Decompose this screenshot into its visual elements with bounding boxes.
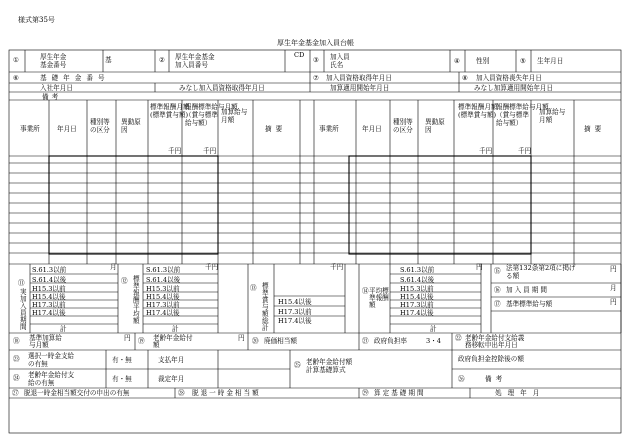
col-office: 事業所 xyxy=(20,125,40,133)
period-total: 計 xyxy=(430,325,437,333)
section-number-15: ⑮ xyxy=(494,267,501,275)
col-change-reason: 異動原因 xyxy=(121,118,141,134)
period-item: S.61.4以後 xyxy=(32,276,67,284)
col-change-reason: 異動原因 xyxy=(425,118,445,134)
label-withdrawal-request: 脱退一時金相当額交付の申出の有無 xyxy=(24,389,130,397)
label-remarks: 備考 xyxy=(42,93,62,101)
label-join-date: 入社年月日 xyxy=(40,84,73,92)
period-item: S.61.3以前 xyxy=(32,266,67,274)
unit-thousand-yen: 千円 xyxy=(518,147,532,155)
label-qualification-date: 加入員資格取得年月日 xyxy=(326,74,392,82)
section-number-13: ⑬ xyxy=(250,284,257,292)
unit-thousand-yen: 千円 xyxy=(479,147,493,155)
value-burden-rate: 3・4 xyxy=(426,337,441,345)
option-yes-no[interactable]: 有・無 xyxy=(112,375,132,383)
field-number-24: ㉔ xyxy=(13,374,20,382)
label-pension-payment: 老齢年金給付支給の有無 xyxy=(28,371,75,387)
period-item: H17.4以後 xyxy=(32,309,66,317)
unit-month: 月 xyxy=(610,284,617,292)
field-number-27: ㉗ xyxy=(12,389,19,397)
field-number-4: ④ xyxy=(454,57,460,65)
col-office: 事業所 xyxy=(319,125,339,133)
period-item: H15.4以後 xyxy=(32,293,66,301)
period-total: 計 xyxy=(60,325,67,333)
col-date: 年月日 xyxy=(362,125,382,133)
col-summary: 摘要 xyxy=(265,125,287,133)
period-item: H17.3以前 xyxy=(400,301,434,309)
label-lump-sum-choice: 選択一時金支給の有無 xyxy=(28,352,75,368)
unit-yen: 円 xyxy=(124,334,131,342)
label-member-period: 加入員期間 xyxy=(506,286,549,294)
form-title: 厚生年金基金加入員台帳 xyxy=(277,39,354,47)
field-number-21: ㉑ xyxy=(362,337,369,345)
field-number-19: ⑲ xyxy=(138,337,145,345)
label-base-standard-salary: 基準標準給与額 xyxy=(506,300,553,308)
field-number-23: ㉓ xyxy=(13,355,20,363)
field-number-22: ㉒ xyxy=(455,334,462,342)
field-number-8: ⑧ xyxy=(462,74,468,82)
field-number-29: ㉙ xyxy=(362,389,369,397)
label-member-name: 加入員 氏名 xyxy=(330,53,350,69)
label-base-additional-salary: 基準加算給与月額 xyxy=(29,334,62,349)
col-standard-monthly: 標準報酬月額 (標準賞与額) xyxy=(458,103,498,119)
unit-thousand-yen: 千円 xyxy=(168,147,182,155)
period-item: H15.4以後 xyxy=(146,293,180,301)
label-basic-pension-number: 基礎年金番号 xyxy=(40,74,110,82)
label-calculation-formula: 老齢年金給付額 計算基礎算式 xyxy=(306,358,353,374)
period-item: H17.4以後 xyxy=(146,309,180,317)
field-number-1: ① xyxy=(13,56,19,64)
field-number-18: ⑱ xyxy=(13,337,20,345)
col-base-monthly: 報酬標準給与月額 （賞与標準 給与額） xyxy=(496,103,549,127)
field-number-3: ③ xyxy=(313,56,319,64)
label-calculation-period: 算定基礎期間 xyxy=(374,389,426,397)
label-transfer-request-date: 老齢年金給付支給義務移転申出年月日 xyxy=(465,334,525,349)
section-number-14: ⑭ xyxy=(362,287,369,295)
label-decision-month: 裁定年月 xyxy=(158,375,185,383)
label-payment-month: 支払年月 xyxy=(158,356,185,364)
section-number-12: ⑫ xyxy=(121,277,128,285)
period-item: S.61.3以前 xyxy=(146,266,181,274)
col-date: 年月日 xyxy=(57,125,77,133)
period-item: H15.4以後 xyxy=(400,293,434,301)
label-fund-prefix: 基 xyxy=(105,56,112,64)
option-yes-no[interactable]: 有・無 xyxy=(112,356,132,364)
col-summary: 摘要 xyxy=(584,125,606,133)
label-deemed-addition-start: みなし加算適用開始年月日 xyxy=(474,84,554,92)
label-fund-number: 厚生年金 基金番号 xyxy=(40,53,67,69)
col-base-monthly: 報酬標準給与月額 （賞与標準 給与額） xyxy=(185,103,238,127)
col-add-monthly: 加算給与 月額 xyxy=(221,108,248,124)
label-government-burden-rate: 政府負担率 xyxy=(374,337,407,345)
period-item: H17.3以前 xyxy=(146,301,180,309)
period-item: H15.3以前 xyxy=(400,285,434,293)
unit-yen: 円 xyxy=(610,298,617,306)
section-number-11: ⑪ xyxy=(18,279,25,287)
period-item: H17.3以前 xyxy=(32,301,66,309)
unit-thousand-yen: 千円 xyxy=(203,147,217,155)
label-old-age-pension: 老齢年金給付額 xyxy=(153,334,193,349)
field-number-20: ⑳ xyxy=(252,337,259,345)
label-deemed-qualification-date: みなし加入員資格取得年月日 xyxy=(179,84,265,92)
label-addition-start-date: 加算適用開始年月日 xyxy=(330,84,390,92)
section-number-17: ⑰ xyxy=(494,300,501,308)
label-cd: CD xyxy=(294,51,305,59)
col-type: 種別等の区分 xyxy=(393,118,413,134)
label-member-number: 厚生年金基金 加入員番号 xyxy=(175,53,215,69)
label-standard-average: 標準報酬平均額 xyxy=(133,275,140,325)
label-processing-month: 処理年月 xyxy=(495,389,546,397)
unit-month: 月 xyxy=(110,263,117,271)
field-number-5: ⑤ xyxy=(520,57,526,65)
label-article-132: 法第132条第2項に掲げる額 xyxy=(506,264,576,280)
label-birthdate: 生年月日 xyxy=(537,57,564,65)
field-number-28: ㉘ xyxy=(178,389,185,397)
label-bonus-total: 標準賞与額総計 xyxy=(262,282,269,332)
form-id: 様式第35号 xyxy=(18,16,55,24)
period-item: H15.3以前 xyxy=(32,285,66,293)
unit-yen: 円 xyxy=(610,265,617,273)
label-after-deduction: 政府負担金控除後の額 xyxy=(458,355,524,363)
col-type: 種別等の区分 xyxy=(90,118,110,134)
period-item: H17.3以前 xyxy=(278,308,312,316)
field-number-2: ② xyxy=(159,56,165,64)
period-item: H17.4以後 xyxy=(400,309,434,317)
label-equivalent-amount: 廃価相当額 xyxy=(264,337,297,345)
unit-thousand-yen: 千円 xyxy=(330,263,344,271)
unit-yen: 円 xyxy=(476,263,483,271)
field-number-25: ㉕ xyxy=(294,361,301,369)
unit-yen: 円 xyxy=(238,334,245,342)
period-total: 計 xyxy=(172,325,179,333)
label-remarks-2: 備考 xyxy=(485,375,507,383)
field-number-7: ⑦ xyxy=(313,74,319,82)
col-standard-monthly: 標準報酬月額 (標準賞与額) xyxy=(150,103,190,119)
period-item: H15.3以前 xyxy=(146,285,180,293)
period-item: H17.4以後 xyxy=(278,317,312,325)
section-number-16: ⑯ xyxy=(494,286,501,294)
period-item: S.61.3以前 xyxy=(400,266,435,274)
label-actual-period: 実加入員期間 xyxy=(20,288,27,331)
col-add-monthly: 加算給与 月額 xyxy=(539,108,566,124)
period-item: S.61.4以後 xyxy=(146,276,181,284)
label-gender: 性別 xyxy=(476,57,490,65)
unit-thousand-yen: 千円 xyxy=(205,263,219,271)
field-number-26: ㉖ xyxy=(458,375,465,383)
period-item: H15.4以後 xyxy=(278,298,312,306)
period-item: S.61.4以後 xyxy=(400,276,435,284)
field-number-6: ⑥ xyxy=(13,74,19,82)
label-loss-date: 加入員資格喪失年月日 xyxy=(476,74,542,82)
label-withdrawal-amount: 脱退一時金相当額 xyxy=(192,389,261,397)
label-average-standard: 平均標準報酬額 xyxy=(369,287,389,309)
